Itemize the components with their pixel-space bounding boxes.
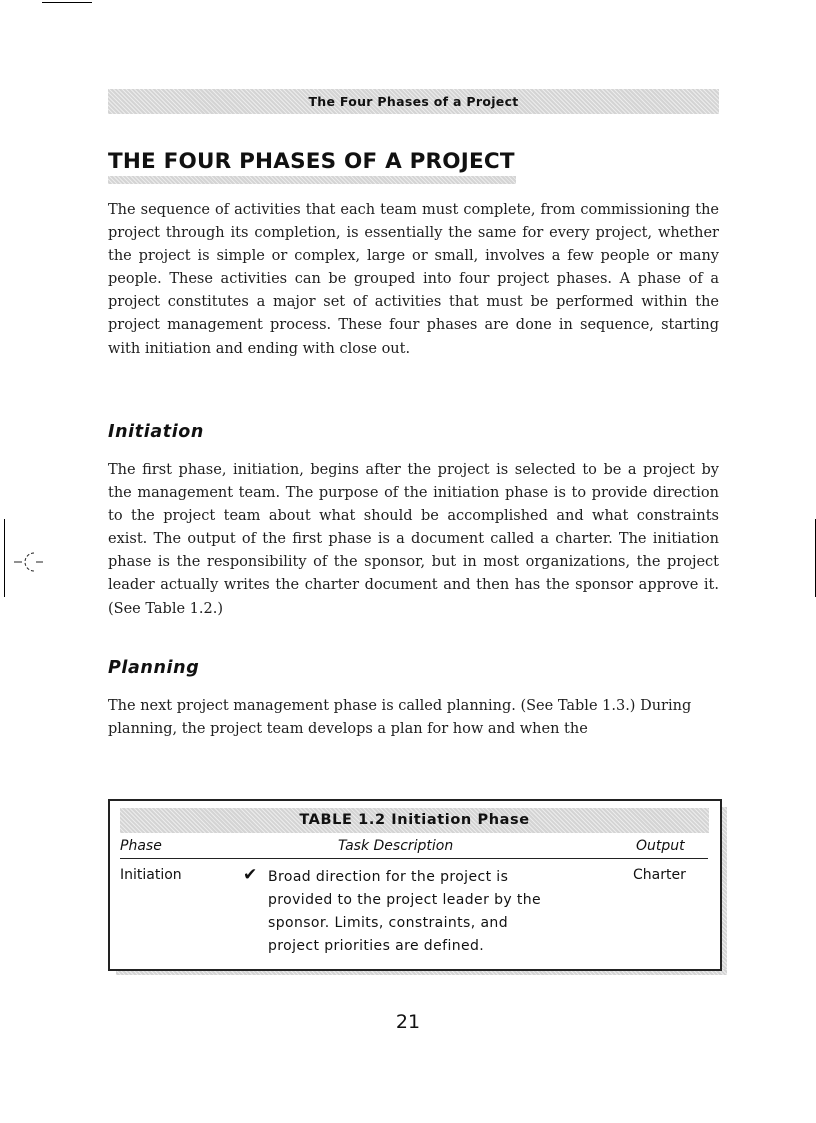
planning-heading: Planning bbox=[108, 658, 200, 678]
check-mark-icon: ✔ bbox=[243, 865, 258, 885]
page-number: 21 bbox=[395, 1011, 421, 1033]
registration-mark-icon bbox=[14, 548, 44, 576]
section-title: THE FOUR PHASES OF A PROJECT bbox=[108, 149, 515, 174]
intro-paragraph: The sequence of activities that each team must complete, from commissioning the project through its completion, is essentially the same for every project, whether the project is simple or complex, large or small, involves a few people or many people. These activities can be grouped into four project phases. A phase of a project constitutes a major set of activities that must be performed within the project management process. These four phases are done in sequence, starting with initiation and ending with close out. bbox=[108, 202, 719, 357]
initiation-paragraph: The first phase, initiation, begins after the project is selected to be a project by the management team. The purpose of the initiation phase is to provide direction to the project team about what should be accomplished and what constraints exist. The output of the first phase is a document called a charter. The initiation phase is the responsibility of the sponsor, but in most organizations, the project leader actually writes the charter document and then has the sponsor approve it. (See Table 1.2.) bbox=[108, 462, 719, 617]
crop-mark-top bbox=[42, 2, 92, 3]
column-header-output: Output bbox=[636, 838, 685, 854]
crop-mark-left bbox=[4, 519, 5, 597]
table-header-rule bbox=[120, 858, 708, 859]
cell-phase: Initiation bbox=[120, 867, 182, 883]
table-title: TABLE 1.2 Initiation Phase bbox=[120, 808, 709, 833]
column-header-phase: Phase bbox=[120, 838, 162, 854]
table-initiation-phase bbox=[108, 799, 722, 971]
section-title-underline bbox=[108, 176, 516, 184]
cell-task-description: Broad direction for the project is provided to the project leader by the sponsor. Limits, constraints, and project priorities are defined. bbox=[268, 869, 542, 954]
column-header-task-description: Task Description bbox=[338, 838, 454, 854]
planning-paragraph: The next project management phase is called planning. (See Table 1.3.) During planning, the project team develops a plan for how and when the bbox=[108, 698, 692, 738]
initiation-heading: Initiation bbox=[108, 422, 204, 442]
cell-output: Charter bbox=[633, 867, 686, 883]
running-head: The Four Phases of a Project bbox=[108, 89, 719, 114]
